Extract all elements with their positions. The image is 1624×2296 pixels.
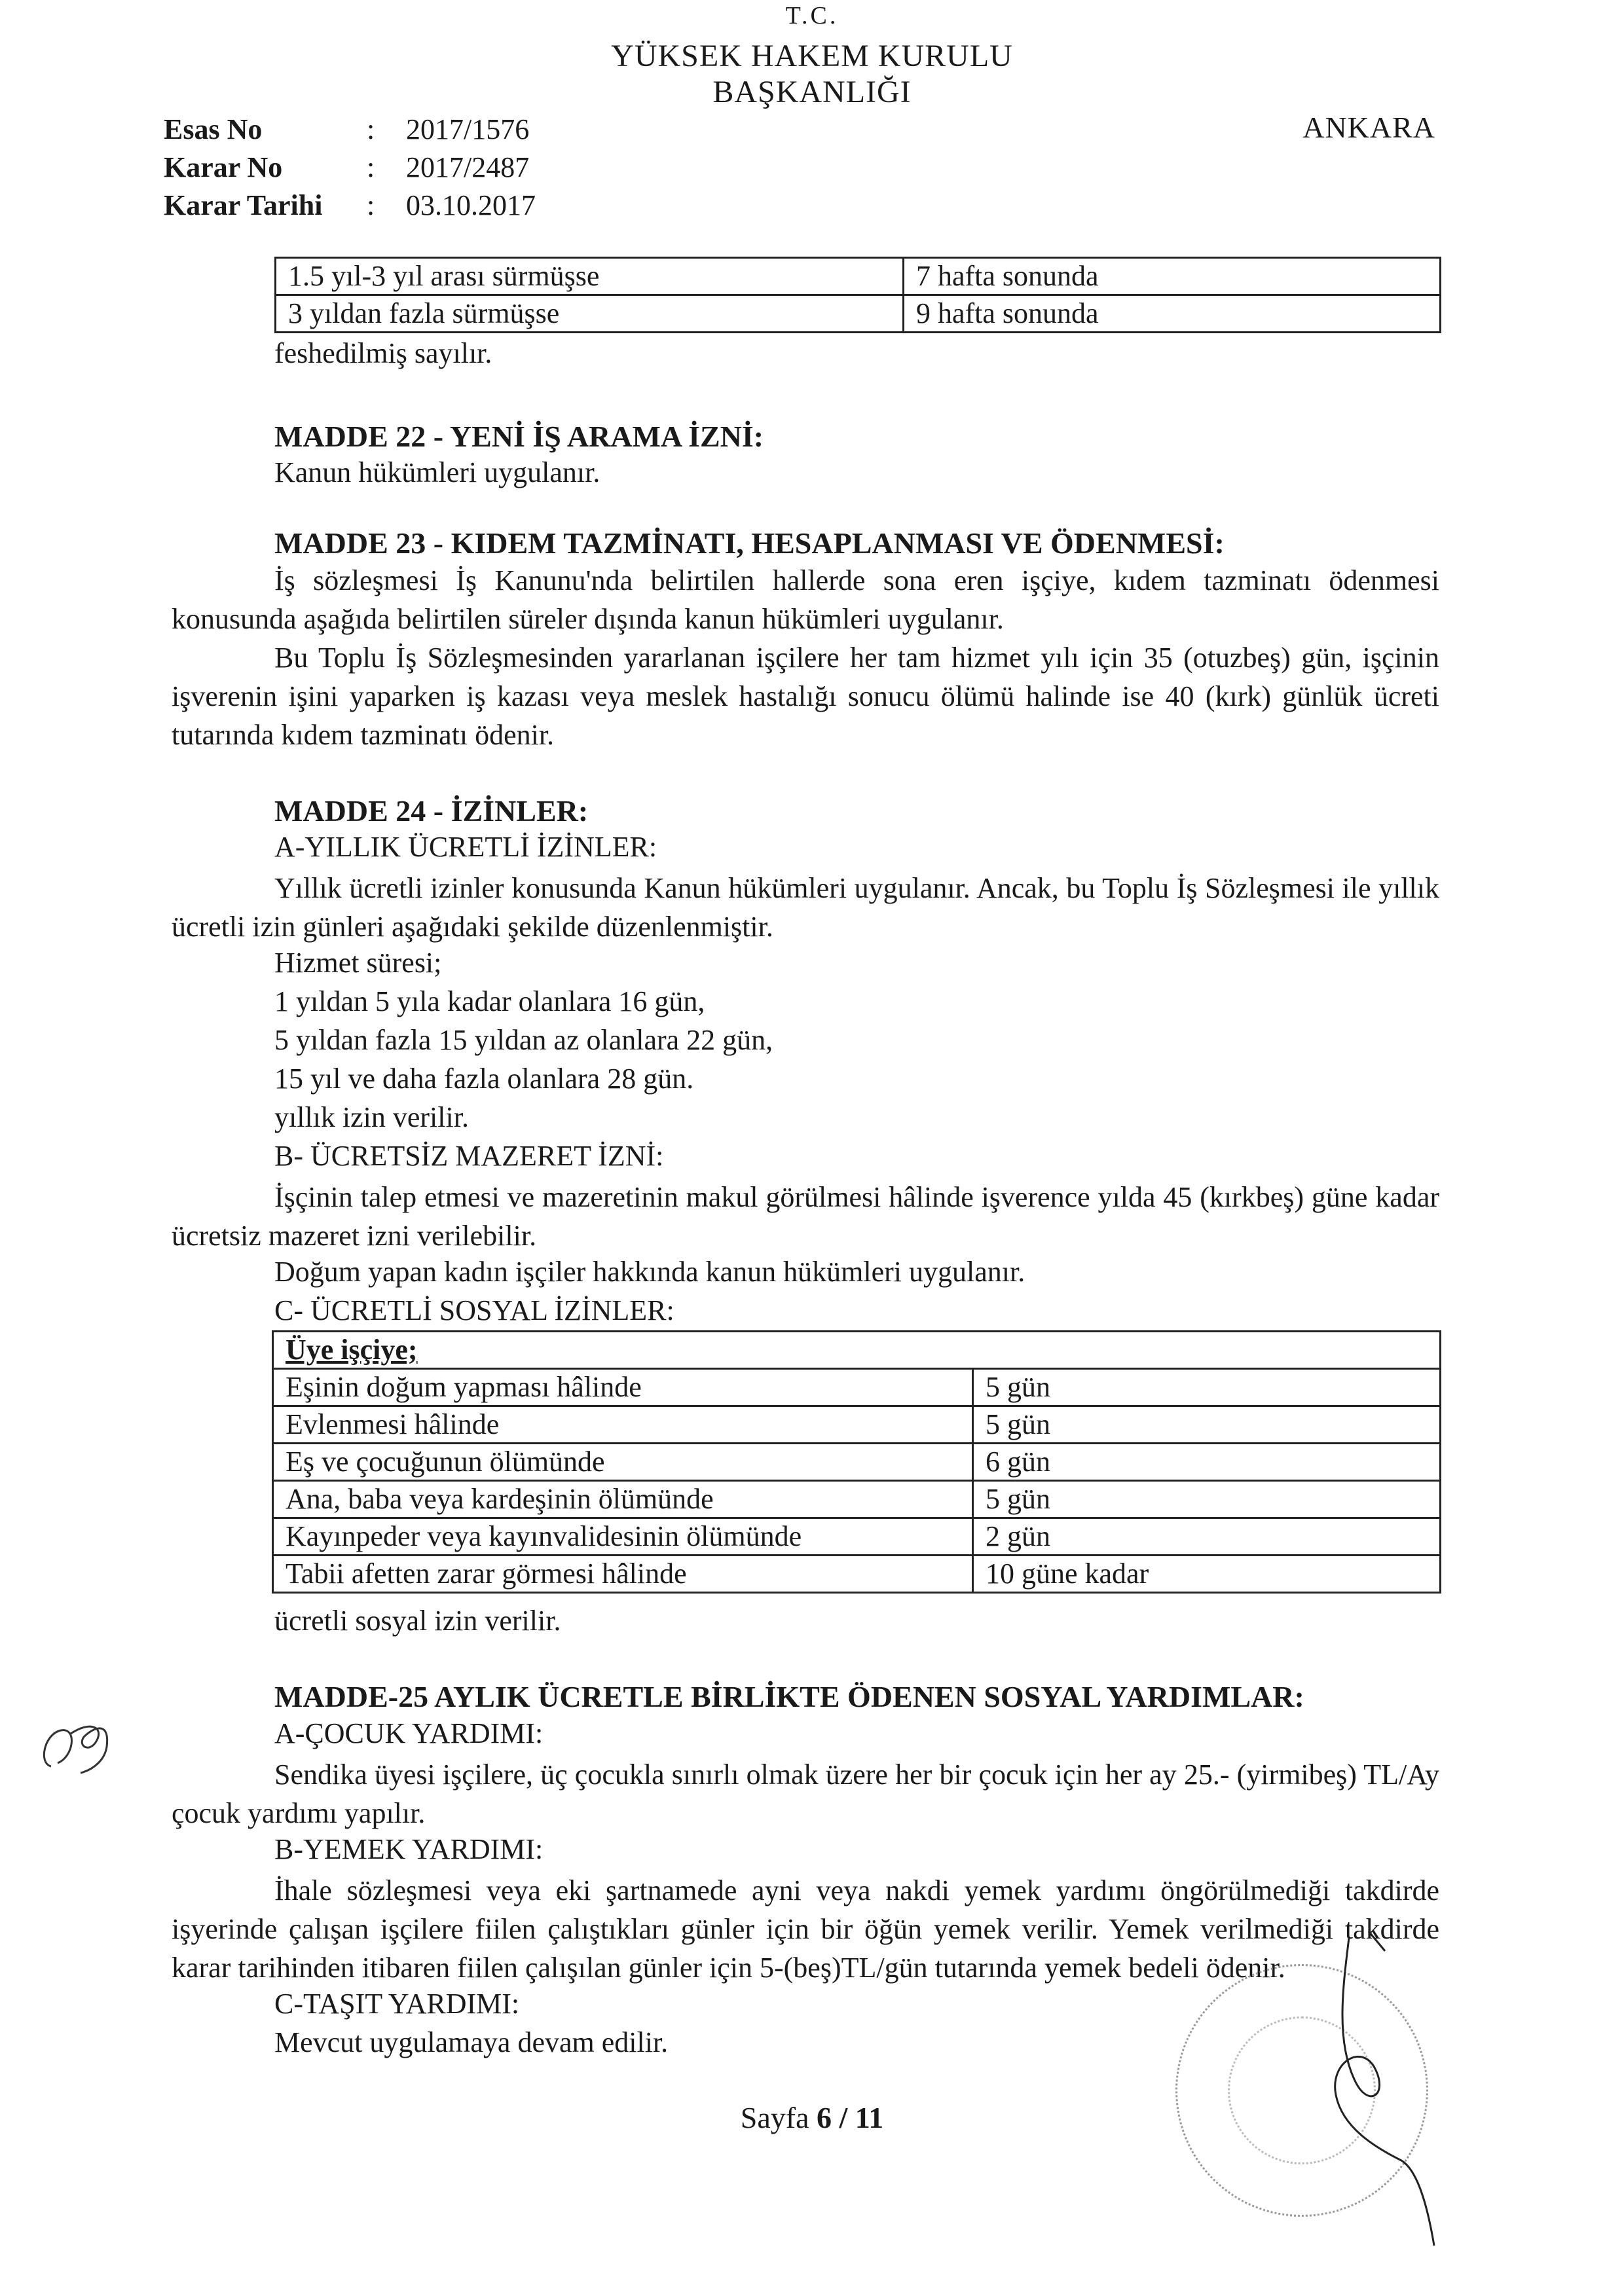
madde-25-b-text: İhale sözleşmesi veya eki şartnamede ayni veya nakdi yemek yardımı öngörülmediği takdirde işyerinde çalışan işçilere fiilen çalıştıkları günler için bir öğün yemek verilir. Yemek verilmediği takdirde karar tarihinden itibaren fiilen çalışılan günler için 5-(beş)TL/gün tutarında yemek bedeli ödenir. — [172, 1874, 1439, 1984]
page-total: 11 — [855, 2101, 884, 2134]
table-cell: 5 gün — [973, 1481, 1441, 1518]
madde-25-c-title: C-TAŞIT YARDIMI: — [274, 1988, 520, 2020]
header-top-fragment: T.C. — [785, 2, 839, 29]
table-cell: Eşinin doğum yapması hâlinde — [273, 1369, 973, 1406]
table-row — [273, 1481, 1441, 1518]
table-cell: Eş ve çocuğunun ölümünde — [273, 1444, 973, 1481]
page-number — [0, 2100, 1624, 2135]
meta-tarih-row — [164, 189, 536, 225]
meta-value: 2017/2487 — [406, 151, 530, 183]
table-cell: 2 gün — [973, 1518, 1441, 1556]
city-label: ANKARA — [1302, 111, 1435, 144]
table-head-cell: Üye işçiye; — [273, 1332, 1441, 1369]
signature — [1277, 1912, 1460, 2252]
meta-value: 03.10.2017 — [406, 189, 536, 221]
meta-karar-row — [164, 151, 529, 187]
madde-22-title: MADDE 22 - YENİ İŞ ARAMA İZNİ: — [274, 420, 764, 453]
social-leave-table — [272, 1330, 1441, 1594]
meta-sep: : — [367, 113, 375, 145]
madde-24-c-title: C- ÜCRETLİ SOSYAL İZİNLER: — [274, 1294, 674, 1326]
madde-24-title: MADDE 24 - İZİNLER: — [274, 794, 589, 828]
table-cell: Evlenmesi hâlinde — [273, 1406, 973, 1444]
meta-esas-row — [164, 113, 529, 149]
madde-24-b-title: B- ÜCRETSİZ MAZERET İZNİ: — [274, 1140, 664, 1172]
table-row — [273, 1406, 1441, 1444]
table-header-row — [273, 1332, 1441, 1369]
page-prefix: Sayfa — [740, 2101, 809, 2134]
madde-24-b-text: İşçinin talep etmesi ve mazeretinin makul görülmesi hâlinde işverence yılda 45 (kırkbeş) güne kadar ücretsiz mazeret izni verilebilir. — [172, 1181, 1439, 1252]
table-cell: Kayınpeder veya kayınvalidesinin ölümünde — [273, 1518, 973, 1556]
madde-24-a-text: Yıllık ücretli izinler konusunda Kanun hükümleri uygulanır. Ancak, bu Toplu İş Sözleşmesi ile yıllık ücretli izin günleri aşağıdaki şekilde düzenlenmiştir. — [172, 872, 1439, 943]
table-row — [273, 1369, 1441, 1406]
madde-24-b-text2: Doğum yapan kadın işçiler hakkında kanun hükümleri uygulanır. — [274, 1256, 1025, 1288]
table-row — [273, 1556, 1441, 1593]
meta-label: Karar No — [164, 151, 283, 183]
table-cell: Ana, baba veya kardeşinin ölümünde — [273, 1481, 973, 1518]
org-name-line2: BAŞKANLIĞI — [712, 75, 912, 109]
madde-23-p2: Bu Toplu İş Sözleşmesinden yararlanan işçilere her tam hizmet yılı için 35 (otuzbeş) gün, işçinin işverenin işini yaparken iş kazası veya meslek hastalığı sonucu ölümü halinde ise 40 (kırk) günlük ücreti tutarında kıdem tazminatı ödenir. — [172, 642, 1439, 751]
page-sep: / — [839, 2101, 848, 2134]
madde-23-p1: İş sözleşmesi İş Kanunu'nda belirtilen hallerde sona eren işçiye, kıdem tazminatı ödenmesi konusunda aşağıda belirtilen süreler dışında kanun hükümleri uygulanır. — [172, 564, 1439, 635]
table-cell: 5 gün — [973, 1406, 1441, 1444]
leave-line: 15 yıl ve daha fazla olanlara 28 gün. — [274, 1063, 694, 1095]
table-cell: 9 hafta sonunda — [904, 295, 1441, 333]
leave-line: 1 yıldan 5 yıla kadar olanlara 16 gün, — [274, 985, 705, 1017]
meta-sep: : — [367, 151, 375, 183]
table-cell: 7 hafta sonunda — [904, 258, 1441, 295]
table-cell: Tabii afetten zarar görmesi hâlinde — [273, 1556, 973, 1593]
org-name-line1: YÜKSEK HAKEM KURULU — [611, 39, 1013, 73]
hizmet-suresi-line: Hizmet süresi; — [274, 947, 442, 979]
meta-sep: : — [367, 189, 375, 221]
table-cell: 5 gün — [973, 1369, 1441, 1406]
table-cell: 1.5 yıl-3 yıl arası sürmüşse — [276, 258, 904, 295]
table-cell: 3 yıldan fazla sürmüşse — [276, 295, 904, 333]
table-row — [273, 1518, 1441, 1556]
madde-25-a-title: A-ÇOCUK YARDIMI: — [274, 1717, 544, 1749]
leave-line: yıllık izin verilir. — [274, 1101, 469, 1133]
meta-value: 2017/1576 — [406, 113, 530, 145]
leave-line: 5 yıldan fazla 15 yıldan az olanlara 22 gün, — [274, 1024, 773, 1056]
madde-25-c-text: Mevcut uygulamaya devam edilir. — [274, 2026, 669, 2058]
table-cell: 6 gün — [973, 1444, 1441, 1481]
madde-24-a-title: A-YILLIK ÜCRETLİ İZİNLER: — [274, 831, 657, 863]
notice-after-text: feshedilmiş sayılır. — [274, 337, 492, 369]
table-row — [273, 1444, 1441, 1481]
table-row — [276, 258, 1441, 295]
madde-25-b-title: B-YEMEK YARDIMI: — [274, 1833, 544, 1865]
table-row — [276, 295, 1441, 333]
table-cell: 10 güne kadar — [973, 1556, 1441, 1593]
madde-25-title: MADDE-25 AYLIK ÜCRETLE BİRLİKTE ÖDENEN SOSYAL YARDIMLAR: — [274, 1680, 1304, 1713]
madde-25-a-text: Sendika üyesi işçilere, üç çocukla sınırlı olmak üzere her bir çocuk için her ay 25.- (yirmibeş) TL/Ay çocuk yardımı yapılır. — [172, 1758, 1439, 1829]
madde-22-text: Kanun hükümleri uygulanır. — [274, 456, 600, 488]
meta-label: Esas No — [164, 113, 263, 145]
madde-23-title: MADDE 23 - KIDEM TAZMİNATI, HESAPLANMASI VE ÖDENMESİ: — [274, 526, 1225, 560]
margin-handwritten-note — [31, 1707, 130, 1779]
notice-period-table — [274, 257, 1441, 333]
madde-24-c-after: ücretli sosyal izin verilir. — [274, 1605, 561, 1637]
page-current: 6 — [817, 2101, 832, 2134]
meta-label: Karar Tarihi — [164, 189, 323, 221]
